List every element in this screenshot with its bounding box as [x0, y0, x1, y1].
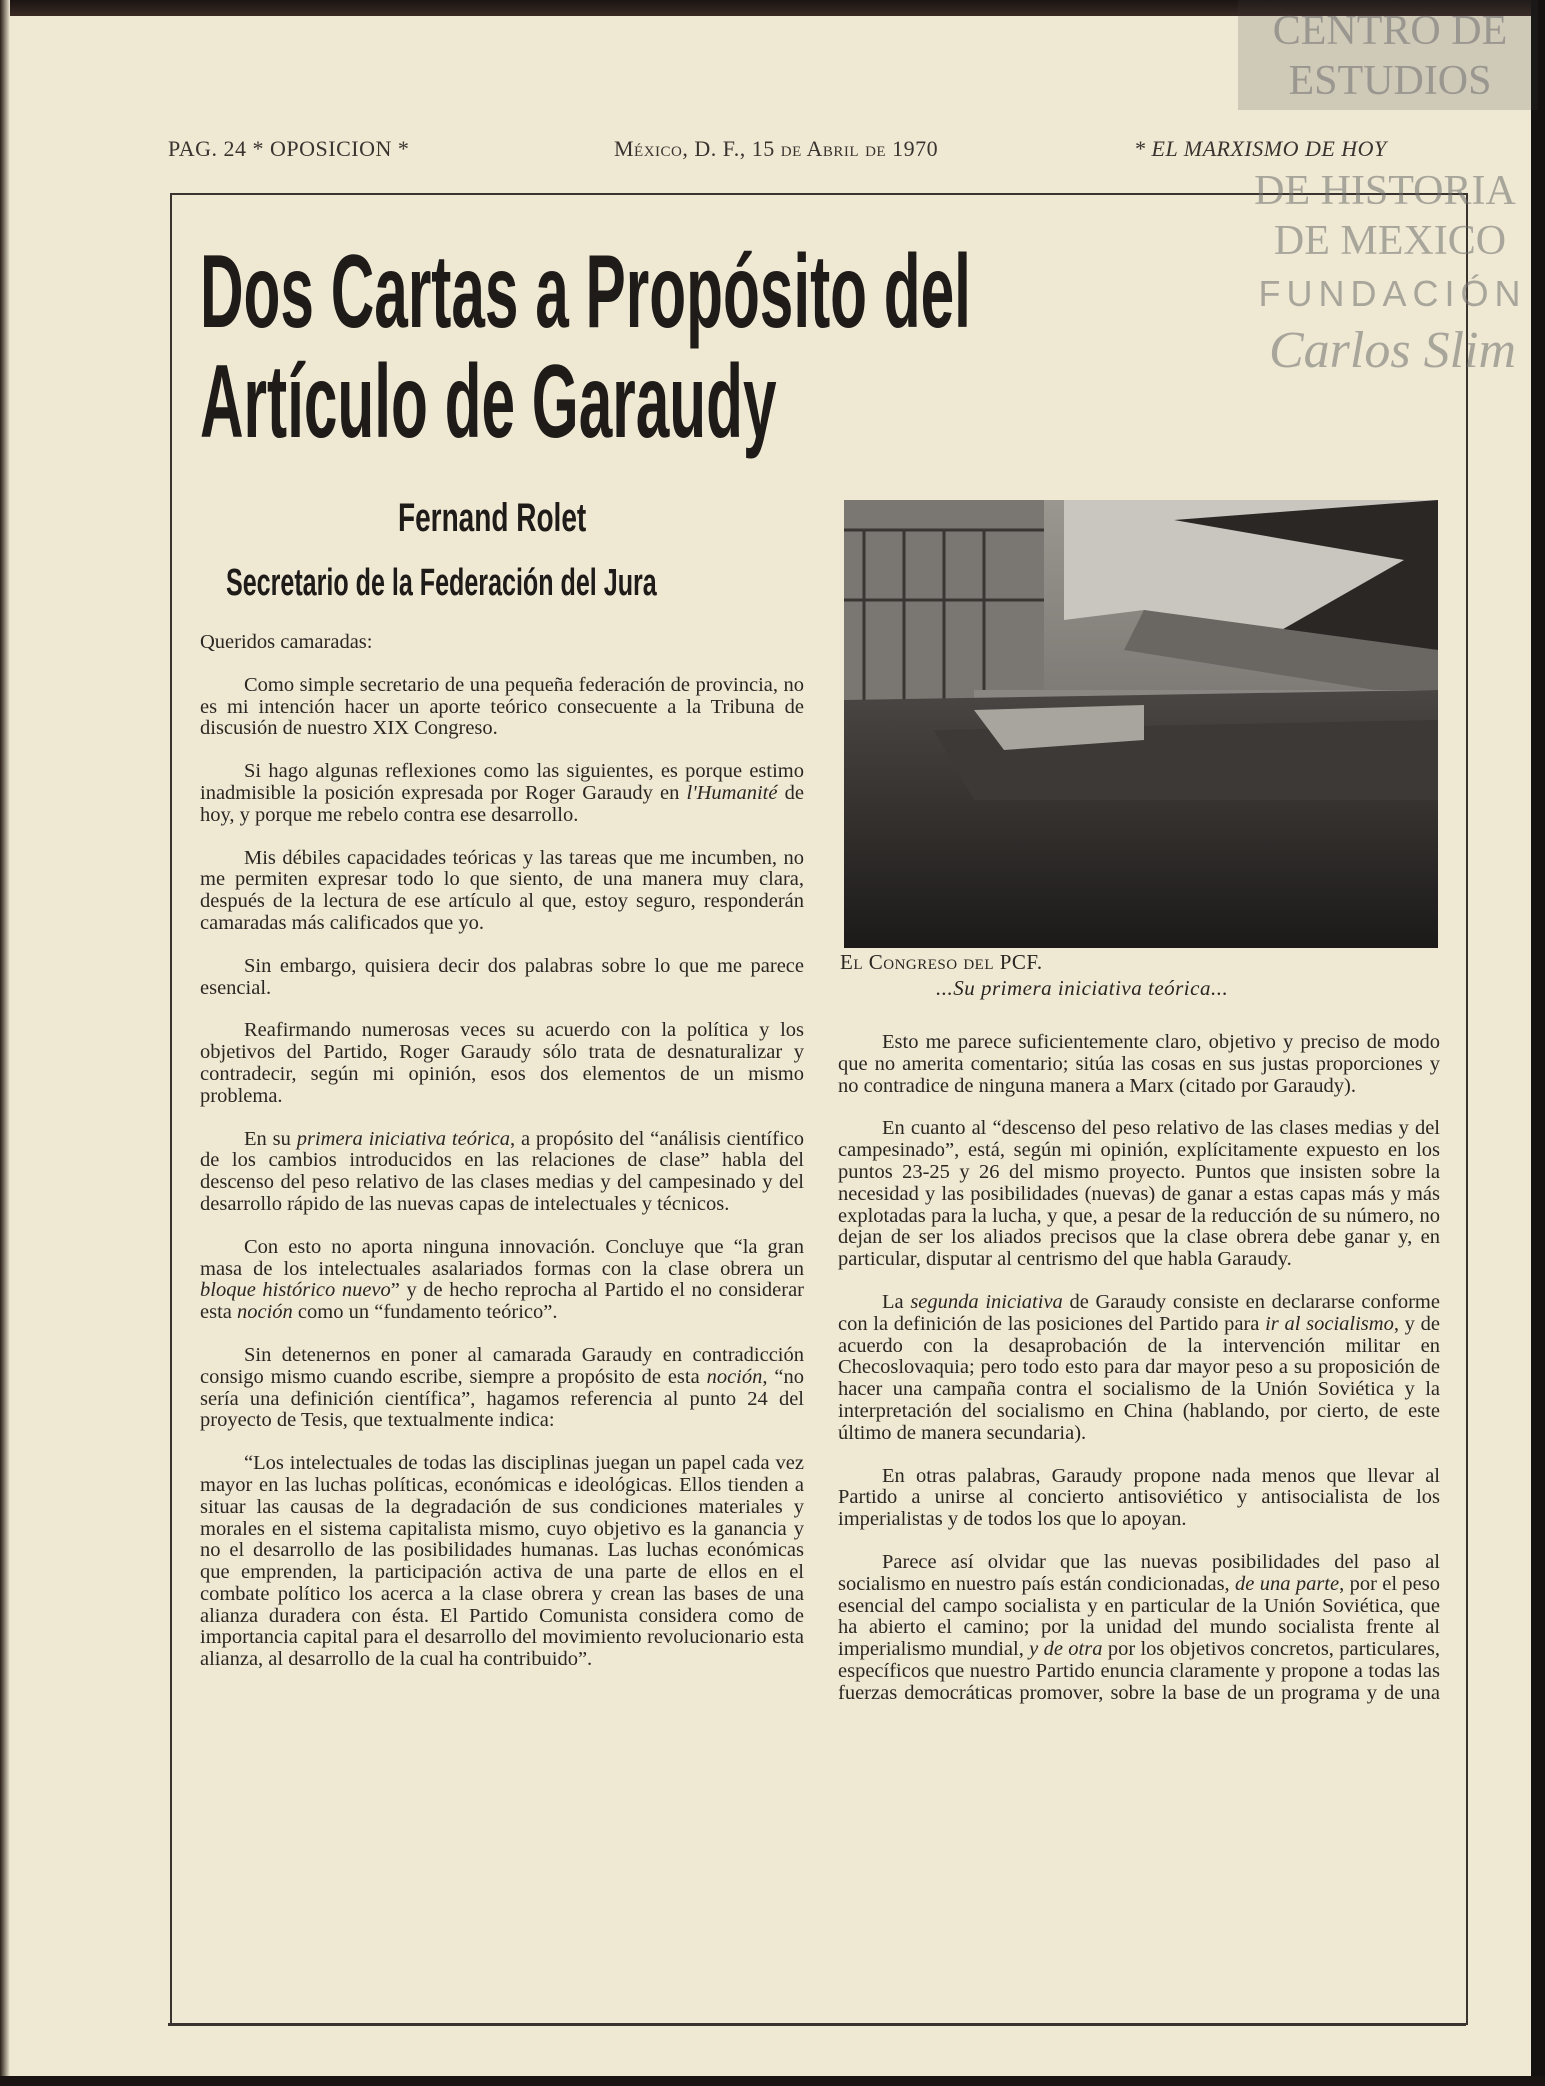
paragraph: [200, 675, 804, 740]
italic-text: bloque histórico nuevo: [200, 1279, 391, 1302]
italic-text: segunda iniciativa: [910, 1290, 1063, 1313]
text: En su: [244, 1127, 297, 1150]
text: , y de acuerdo con la desaprobación de la intervención militar en Checoslovaquia; pero todo esto para dar mayor peso a su proposición de hacer una campaña contra el socialismo de la Unión Soviética y la interpretación del socialismo en China (hablando, por cierto, de este último de manera secundaria).: [838, 1312, 1440, 1444]
text: En cuanto al “descenso del peso relativo de las clases medias y del campesinado”, está, según mi opinión, explícitamente expuesto en los puntos 23-25 y 26 del mismo proyecto. Puntos que insisten sobre la necesidad y las posibilidades (nuevas) de ganar a estas capas más y más explotadas para la lucha, y que, a pesar de la reducción de su número, no dejan de ser los aliados precisos que la clase obrera debe ganar y, en particular, disputar al centrismo del que habla Garaudy.: [838, 1117, 1440, 1271]
text: Reafirmando numerosas veces su acuerdo con la política y los objetivos del Partido, Roger Garaudy sólo trata de desnaturalizar y contradecir, según mi opinión, esos dos elementos de un mismo problema.: [200, 1019, 804, 1107]
italic-text: ir al socialismo: [1265, 1312, 1394, 1335]
text: Como simple secretario de una pequeña federación de provincia, no es mi intención hacer un aporte teórico consecuente a la Tribuna de discusión de nuestro XIX Congreso.: [200, 673, 804, 740]
text: , a propósito del “análisis científico de los cambios introducidos en las relaciones de clase” habla del descenso del peso relativo de las clases medias y del campesinado y del desarrollo rápido de las nuevas capas de intelectuales y técnicos.: [200, 1127, 804, 1215]
scan-edge-left: [0, 0, 10, 2086]
text: ” y de hecho reprocha al Partido el no considerar esta: [200, 1279, 804, 1324]
author-role: Secretario de la Federación del Jura: [226, 562, 657, 604]
page-label: PAG. 24 * OPOSICION *: [168, 136, 410, 161]
paragraph: [200, 848, 804, 935]
text: , por el peso esencial del campo socialista y en particular de la Unión Soviética, que ha abierto el camino; por la unidad del mundo socialista frente al imperialismo mundial,: [838, 1572, 1440, 1661]
watermark-line2: ESTUDIOS: [1288, 58, 1492, 104]
text: Si hago algunas reflexiones como las siguientes, es porque estimo inadmisible la posición expresada por Roger Garaudy en: [200, 760, 804, 804]
italic-text: noción: [237, 1301, 293, 1324]
text: como un “fundamento teórico”.: [292, 1301, 558, 1324]
watermark-line3: DE HISTORIA: [1254, 168, 1516, 214]
text: Esto me parece suficientemente claro, objetivo y preciso de modo que no amerita comentario; sitúa las cosas en sus justas proporciones y no contradice de ninguna manera a Marx (citado por Garaudy).: [838, 1031, 1440, 1097]
section-name: * EL MARXISMO DE HOY: [1134, 136, 1387, 161]
paragraph: [838, 1466, 1440, 1531]
text: Con esto no aporta ninguna innovación. Concluye que “la gran masa de los intelectuales asalariados formas con la clase obrera un: [200, 1235, 804, 1280]
bottom-rule: [168, 2023, 1466, 2026]
photo-caption-title: El Congreso del PCF.: [840, 950, 1043, 974]
paragraph: [838, 1118, 1440, 1271]
text: Sin detenernos en poner al camarada Garaudy en contradicción consigo mismo cuando escribe, siempre a propósito de esta: [200, 1343, 804, 1388]
watermark-line4: DE MEXICO: [1273, 218, 1507, 264]
italic-text: noción: [706, 1365, 763, 1388]
paragraph: [200, 1345, 804, 1432]
paragraph: [200, 632, 804, 654]
watermark-signature: Carlos Slim: [1268, 322, 1517, 379]
text: La: [882, 1290, 911, 1313]
text: Queridos camaradas:: [200, 631, 373, 653]
congress-photo: [844, 500, 1438, 948]
watermark-line5: FUNDACIÓN: [1258, 273, 1527, 314]
text: de Garaudy consiste en declararse conforme con la definición de las posiciones del Partido para: [838, 1290, 1440, 1335]
paragraph: [838, 1032, 1440, 1097]
paragraph: [200, 761, 804, 826]
right-column: [838, 1032, 1440, 1726]
text: En otras palabras, Garaudy propone nada menos que llevar al Partido a unirse al concierto antisoviético y antisocialista de los imperialistas y de todos los que lo apoyan.: [838, 1464, 1440, 1531]
paragraph: [838, 1552, 1440, 1705]
scan-edge-bottom: [0, 2076, 1545, 2086]
photo-caption-subtitle: ...Su primera iniciativa teórica...: [936, 976, 1229, 1000]
paragraph: [200, 1020, 804, 1107]
paragraph: [200, 1453, 804, 1671]
dateline: México, D. F., 15 de Abril de 1970: [614, 136, 939, 161]
author-name: Fernand Rolet: [398, 496, 587, 540]
paragraph: [200, 1129, 804, 1216]
paragraph: [200, 956, 804, 1000]
text: Mis débiles capacidades teóricas y las tareas que me incumben, no me permiten expresar todo lo que siento, de una manera muy clara, después de la lectura de ese artículo al que, estoy seguro, responderán camaradas más calificados que yo.: [200, 846, 804, 934]
text: “Los intelectuales de todas las disciplinas juegan un papel cada vez mayor en las luchas políticas, económicas e ideológicas. Ellos tienden a situar las causas de la degradación de sus condiciones materiales y morales en el sistema capitalista mismo, cuyo objetivo es la ganancia y no el desarrollo de las posibilidades humanas. Las luchas económicas que emprenden, la participación activa de una parte de ellos en el combate político los acerca a la clase obrera y crean las bases de una alianza duradera con ésta. El Partido Comunista considera como de importancia capital para el desarrollo del movimiento revolucionario esta alianza, al desarrollo de la cual ha contribuido”.: [200, 1452, 804, 1671]
italic-text: y de otra: [1029, 1638, 1103, 1661]
article-title-line2: Artículo de Garaudy: [200, 344, 777, 460]
left-column: [200, 632, 804, 1692]
congress-hall-image: [844, 500, 1438, 948]
italic-text: l'Humanité: [686, 781, 778, 804]
text: Sin embargo, quisiera decir dos palabras sobre lo que me parece esencial.: [200, 954, 804, 999]
paragraph: [838, 1292, 1440, 1445]
italic-text: de una parte: [1235, 1572, 1340, 1595]
text: por los objetivos concretos, particulares, específicos que nuestro Partido enuncia claramente y propone a todas las fuerzas democráticas promover, sobre la base de un programa y de una: [838, 1638, 1441, 1704]
article-title-line1: Dos Cartas a Propósito del: [200, 234, 971, 350]
text: , “no sería una definición científica”, hagamos referencia al punto 24 del proyecto de Tesis, que textualmente indica:: [200, 1365, 804, 1432]
paragraph: [200, 1237, 804, 1324]
italic-text: primera iniciativa teórica: [296, 1127, 510, 1150]
watermark-line1: CENTRO DE: [1272, 8, 1508, 54]
text: Parece así olvidar que las nuevas posibilidades del paso al socialismo en nuestro país están condicionadas,: [838, 1550, 1440, 1595]
text: de hoy, y porque me rebelo contra ese desarrollo.: [200, 781, 804, 826]
